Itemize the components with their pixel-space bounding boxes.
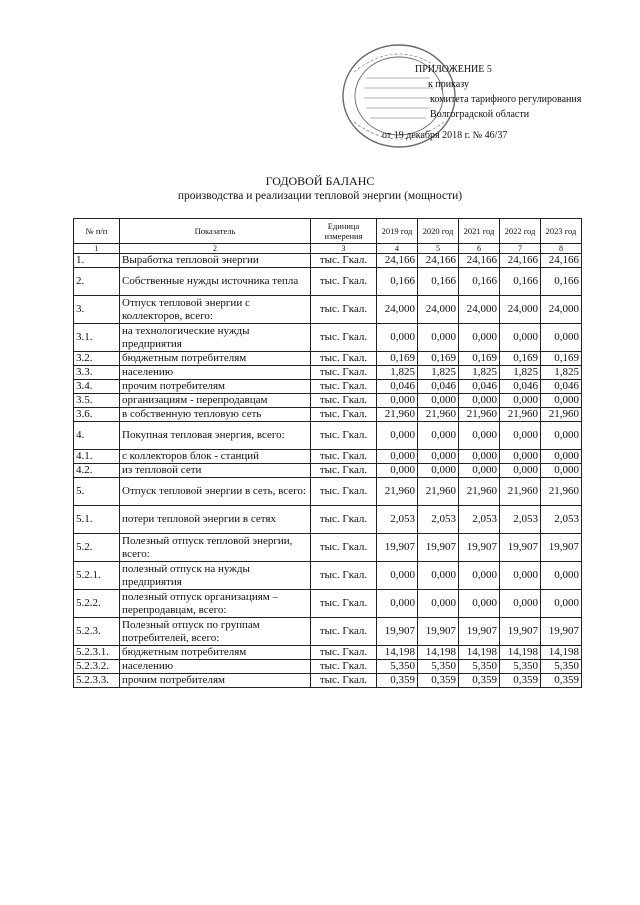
row-unit: тыс. Гкал. [311, 366, 377, 380]
row-number: 5.2.3.2. [74, 660, 120, 674]
row-value: 24,166 [541, 254, 582, 268]
column-number: 8 [541, 244, 582, 254]
row-unit: тыс. Гкал. [311, 254, 377, 268]
row-indicator: полезный отпуск организациям – перепродавцам, всего: [120, 590, 311, 618]
row-indicator: Отпуск тепловой энергии с коллекторов, всего: [120, 296, 311, 324]
row-value: 0,000 [377, 450, 418, 464]
row-value: 0,169 [541, 352, 582, 366]
row-value: 2,053 [459, 506, 500, 534]
table-row [74, 422, 582, 450]
annex-header [380, 62, 630, 143]
row-value: 1,825 [377, 366, 418, 380]
row-value: 0,000 [377, 590, 418, 618]
row-value: 0,046 [459, 380, 500, 394]
row-indicator: бюджетным потребителям [120, 646, 311, 660]
table-row [74, 380, 582, 394]
column-number: 4 [377, 244, 418, 254]
row-unit: тыс. Гкал. [311, 380, 377, 394]
row-value: 5,350 [459, 660, 500, 674]
annex-region: Волгоградской области [430, 109, 530, 120]
table-row [74, 254, 582, 268]
row-number: 4.2. [74, 464, 120, 478]
row-value: 0,000 [500, 562, 541, 590]
row-indicator: организациям - перепродавцам [120, 394, 311, 408]
row-indicator: Полезный отпуск по группам потребителей, всего: [120, 618, 311, 646]
row-value: 0,000 [459, 562, 500, 590]
row-value: 21,960 [459, 478, 500, 506]
row-number: 3.5. [74, 394, 120, 408]
row-value: 1,825 [459, 366, 500, 380]
column-number: 1 [74, 244, 120, 254]
row-value: 14,198 [418, 646, 459, 660]
row-number: 5.2.3. [74, 618, 120, 646]
row-value: 0,000 [541, 562, 582, 590]
row-value: 21,960 [377, 408, 418, 422]
row-number: 3. [74, 296, 120, 324]
row-number: 4.1. [74, 450, 120, 464]
row-value: 0,000 [377, 324, 418, 352]
row-number: 5.2.1. [74, 562, 120, 590]
row-value: 0,000 [541, 464, 582, 478]
row-value: 0,000 [377, 464, 418, 478]
row-value: 21,960 [459, 408, 500, 422]
row-value: 0,000 [500, 324, 541, 352]
row-value: 21,960 [541, 478, 582, 506]
row-value: 0,166 [377, 268, 418, 296]
row-indicator: прочим потребителям [120, 674, 311, 688]
row-indicator: Полезный отпуск тепловой энергии, всего: [120, 534, 311, 562]
row-value: 5,350 [418, 660, 459, 674]
row-indicator: Покупная тепловая энергия, всего: [120, 422, 311, 450]
row-value: 0,000 [541, 324, 582, 352]
document-title: ГОДОВОЙ БАЛАНС [265, 174, 375, 188]
column-number: 2 [120, 244, 311, 254]
row-value: 0,000 [541, 590, 582, 618]
row-indicator: Выработка тепловой энергии [120, 254, 311, 268]
row-value: 0,000 [541, 422, 582, 450]
row-value: 5,350 [500, 660, 541, 674]
row-value: 24,166 [377, 254, 418, 268]
row-value: 0,169 [500, 352, 541, 366]
row-value: 21,960 [500, 478, 541, 506]
row-value: 0,000 [500, 422, 541, 450]
row-value: 0,000 [418, 450, 459, 464]
header-indicator: Показатель [120, 219, 311, 244]
annex-order: к приказу [428, 79, 469, 90]
row-value: 0,000 [377, 394, 418, 408]
table-row [74, 296, 582, 324]
row-value: 19,907 [541, 534, 582, 562]
row-unit: тыс. Гкал. [311, 450, 377, 464]
row-value: 0,000 [459, 464, 500, 478]
row-value: 0,000 [459, 422, 500, 450]
row-value: 24,166 [459, 254, 500, 268]
row-value: 19,907 [459, 618, 500, 646]
row-value: 0,166 [541, 268, 582, 296]
table-header-row [74, 219, 582, 244]
row-value: 0,000 [418, 562, 459, 590]
table-row [74, 618, 582, 646]
balance-table [73, 218, 582, 688]
row-value: 2,053 [541, 506, 582, 534]
table-row [74, 366, 582, 380]
row-value: 0,000 [377, 562, 418, 590]
row-value: 0,000 [541, 394, 582, 408]
row-value: 0,000 [541, 450, 582, 464]
row-number: 3.1. [74, 324, 120, 352]
row-value: 24,000 [418, 296, 459, 324]
row-value: 1,825 [418, 366, 459, 380]
row-unit: тыс. Гкал. [311, 268, 377, 296]
row-value: 21,960 [377, 478, 418, 506]
row-number: 2. [74, 268, 120, 296]
row-value: 0,000 [418, 422, 459, 450]
row-value: 19,907 [418, 618, 459, 646]
row-value: 19,907 [500, 618, 541, 646]
row-unit: тыс. Гкал. [311, 562, 377, 590]
row-value: 0,359 [418, 674, 459, 688]
row-indicator: Собственные нужды источника тепла [120, 268, 311, 296]
table-row [74, 408, 582, 422]
annex-committee: комитета тарифного регулирования [430, 94, 582, 105]
row-value: 14,198 [459, 646, 500, 660]
row-unit: тыс. Гкал. [311, 618, 377, 646]
column-number: 5 [418, 244, 459, 254]
row-value: 21,960 [418, 408, 459, 422]
row-value: 0,000 [459, 450, 500, 464]
row-value: 1,825 [541, 366, 582, 380]
row-number: 3.4. [74, 380, 120, 394]
row-value: 0,166 [418, 268, 459, 296]
row-number: 1. [74, 254, 120, 268]
row-unit: тыс. Гкал. [311, 646, 377, 660]
row-value: 5,350 [541, 660, 582, 674]
row-number: 5.2. [74, 534, 120, 562]
row-value: 0,000 [500, 464, 541, 478]
table-row [74, 506, 582, 534]
table-body [74, 254, 582, 688]
row-value: 0,359 [541, 674, 582, 688]
column-number: 3 [311, 244, 377, 254]
row-number: 3.2. [74, 352, 120, 366]
row-indicator: прочим потребителям [120, 380, 311, 394]
row-value: 19,907 [541, 618, 582, 646]
row-number: 5.2.2. [74, 590, 120, 618]
row-value: 0,000 [418, 394, 459, 408]
row-unit: тыс. Гкал. [311, 352, 377, 366]
row-unit: тыс. Гкал. [311, 394, 377, 408]
row-value: 0,169 [418, 352, 459, 366]
row-number: 5.1. [74, 506, 120, 534]
row-unit: тыс. Гкал. [311, 534, 377, 562]
row-value: 2,053 [377, 506, 418, 534]
table-row [74, 534, 582, 562]
row-value: 0,169 [459, 352, 500, 366]
row-value: 14,198 [541, 646, 582, 660]
row-unit: тыс. Гкал. [311, 296, 377, 324]
header-year-2019: 2019 год [377, 219, 418, 244]
row-unit: тыс. Гкал. [311, 674, 377, 688]
row-value: 0,000 [459, 394, 500, 408]
row-number: 3.6. [74, 408, 120, 422]
row-value: 0,046 [418, 380, 459, 394]
table-row [74, 478, 582, 506]
column-number: 7 [500, 244, 541, 254]
row-value: 0,046 [500, 380, 541, 394]
row-value: 0,166 [500, 268, 541, 296]
row-value: 24,000 [459, 296, 500, 324]
table-row [74, 646, 582, 660]
row-indicator: на технологические нужды предприятия [120, 324, 311, 352]
row-value: 0,169 [377, 352, 418, 366]
row-value: 19,907 [500, 534, 541, 562]
row-value: 21,960 [418, 478, 459, 506]
row-unit: тыс. Гкал. [311, 506, 377, 534]
table-row [74, 562, 582, 590]
row-value: 2,053 [500, 506, 541, 534]
row-value: 24,166 [418, 254, 459, 268]
row-unit: тыс. Гкал. [311, 660, 377, 674]
row-value: 0,046 [541, 380, 582, 394]
row-value: 2,053 [418, 506, 459, 534]
header-unit: Единица измерения [311, 219, 377, 244]
row-value: 19,907 [459, 534, 500, 562]
row-value: 19,907 [377, 534, 418, 562]
row-value: 24,166 [500, 254, 541, 268]
annex-title: ПРИЛОЖЕНИЕ 5 [415, 64, 492, 75]
row-value: 0,000 [500, 450, 541, 464]
row-unit: тыс. Гкал. [311, 478, 377, 506]
row-value: 24,000 [377, 296, 418, 324]
row-value: 0,046 [377, 380, 418, 394]
row-indicator: из тепловой сети [120, 464, 311, 478]
row-unit: тыс. Гкал. [311, 324, 377, 352]
header-year-2021: 2021 год [459, 219, 500, 244]
row-number: 4. [74, 422, 120, 450]
row-value: 19,907 [377, 618, 418, 646]
header-year-2022: 2022 год [500, 219, 541, 244]
table-row [74, 590, 582, 618]
row-value: 0,000 [418, 464, 459, 478]
row-unit: тыс. Гкал. [311, 408, 377, 422]
row-indicator: бюджетным потребителям [120, 352, 311, 366]
row-value: 14,198 [500, 646, 541, 660]
document-subtitle: производства и реализации тепловой энергии (мощности) [177, 190, 463, 202]
row-value: 0,166 [459, 268, 500, 296]
row-number: 3.3. [74, 366, 120, 380]
annex-date: от 19 декабря 2018 г. № 46/37 [382, 130, 508, 141]
table-row [74, 660, 582, 674]
row-value: 0,000 [418, 590, 459, 618]
row-number: 5.2.3.1. [74, 646, 120, 660]
row-indicator: населению [120, 660, 311, 674]
row-indicator: потери тепловой энергии в сетях [120, 506, 311, 534]
table-row [74, 394, 582, 408]
row-value: 21,960 [541, 408, 582, 422]
row-indicator: Отпуск тепловой энергии в сеть, всего: [120, 478, 311, 506]
table-row [74, 352, 582, 366]
row-value: 0,000 [418, 324, 459, 352]
row-value: 0,359 [377, 674, 418, 688]
header-year-2023: 2023 год [541, 219, 582, 244]
row-unit: тыс. Гкал. [311, 422, 377, 450]
row-value: 5,350 [377, 660, 418, 674]
row-value: 0,000 [459, 324, 500, 352]
row-indicator: населению [120, 366, 311, 380]
row-unit: тыс. Гкал. [311, 464, 377, 478]
column-number: 6 [459, 244, 500, 254]
row-value: 0,359 [459, 674, 500, 688]
row-value: 19,907 [418, 534, 459, 562]
row-value: 24,000 [541, 296, 582, 324]
row-value: 0,000 [377, 422, 418, 450]
row-value: 0,000 [459, 590, 500, 618]
table-row [74, 450, 582, 464]
row-value: 0,000 [500, 394, 541, 408]
header-year-2020: 2020 год [418, 219, 459, 244]
table-row [74, 268, 582, 296]
table-row [74, 464, 582, 478]
row-value: 24,000 [500, 296, 541, 324]
row-indicator: с коллекторов блок - станций [120, 450, 311, 464]
row-unit: тыс. Гкал. [311, 590, 377, 618]
header-num: № п/п [74, 219, 120, 244]
row-indicator: полезный отпуск на нужды предприятия [120, 562, 311, 590]
row-number: 5.2.3.3. [74, 674, 120, 688]
row-value: 0,000 [500, 590, 541, 618]
table-row [74, 674, 582, 688]
row-value: 0,359 [500, 674, 541, 688]
table-row [74, 324, 582, 352]
row-value: 14,198 [377, 646, 418, 660]
row-value: 21,960 [500, 408, 541, 422]
column-number-row [74, 244, 582, 254]
row-value: 1,825 [500, 366, 541, 380]
row-number: 5. [74, 478, 120, 506]
row-indicator: в собственную тепловую сеть [120, 408, 311, 422]
